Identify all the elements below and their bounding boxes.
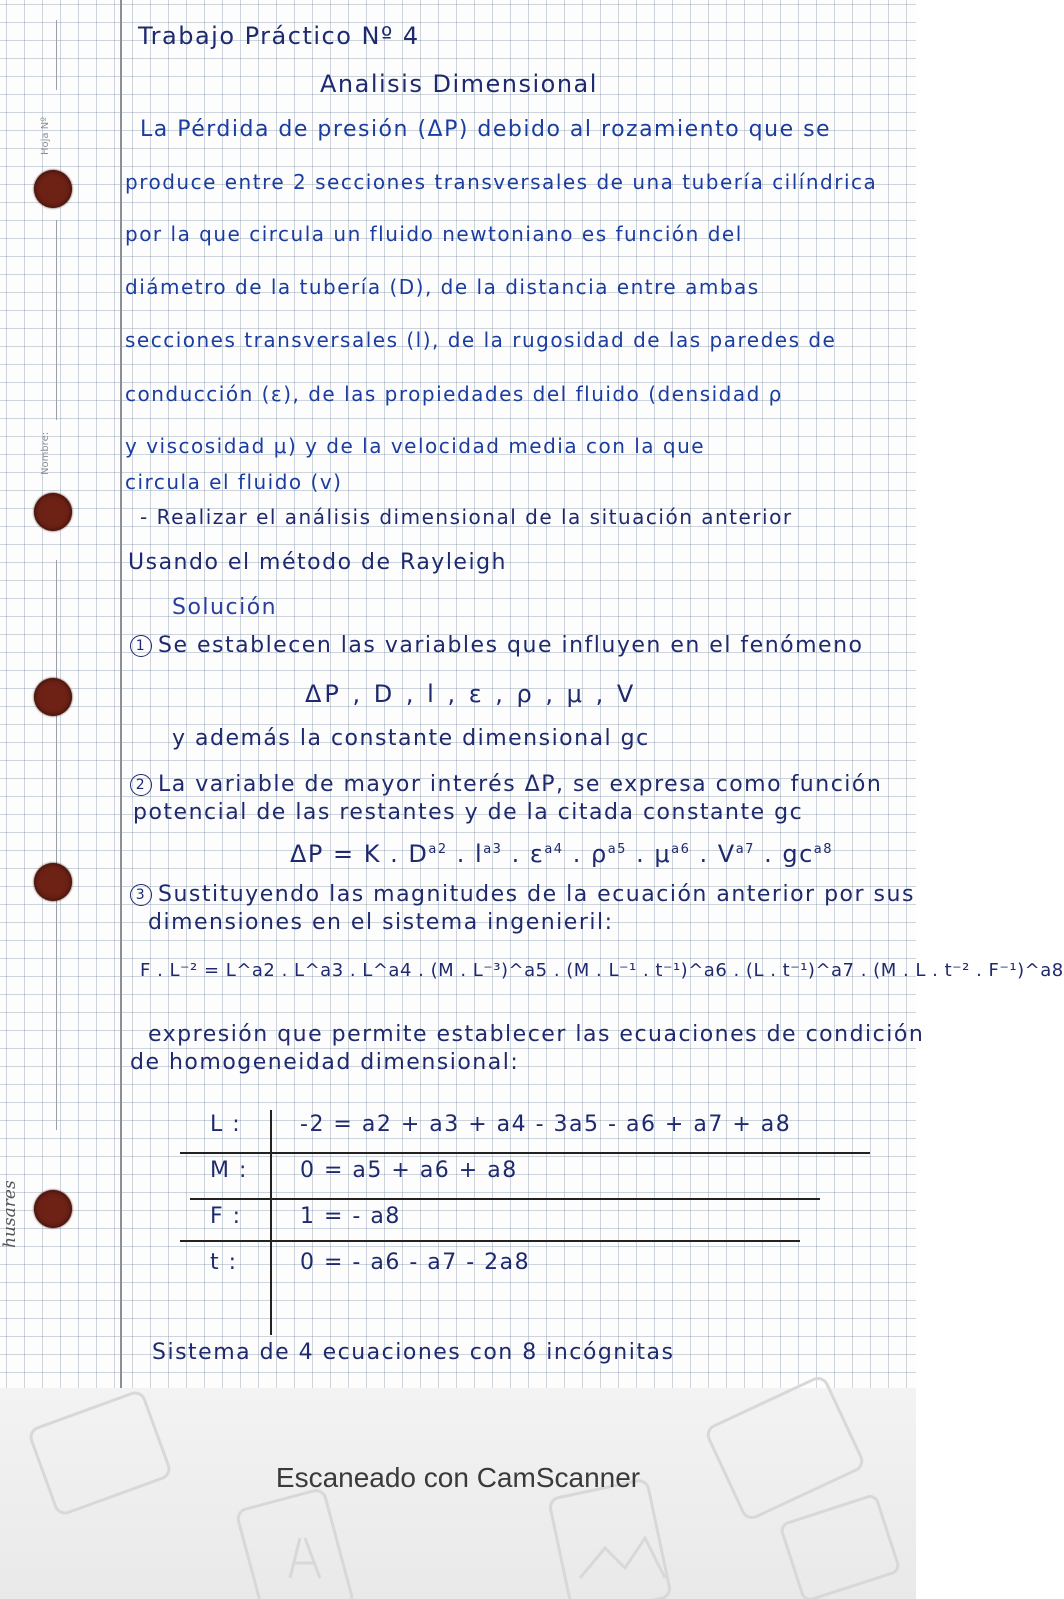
problem-line: secciones transversales (l), de la rugosidad de las paredes de [125,328,837,352]
rayleigh-formula: ΔP = K . $D^{a2}$ . $l^{a3}$ . $\varepsilon^{a4}$ . $\rho^{a5}$ . $\mu^{a6}$ . $V^{a7}$ . $gc^{a8}$ [290,840,834,868]
margin-line [120,0,122,1388]
page-subtitle: Analisis Dimensional [320,70,598,98]
step3-sentence: Sustituyendo las magnitudes de la ecuación anterior por sus [158,882,915,907]
formula-term [530,840,564,868]
table-row-rule [190,1198,820,1200]
table-row-rule [180,1240,800,1242]
problem-line: y viscosidad μ) y de la velocidad media con la que [125,434,706,458]
system-row-variable: M : [210,1158,248,1183]
binder-hole [34,170,72,208]
formula-term-exponent: a3 [483,842,503,857]
hoja-underline [56,20,57,90]
step1-text [130,633,863,658]
conclusion-line: Sistema de 4 ecuaciones con 8 incógnitas [152,1340,675,1365]
nombre-label: Nombre: [40,431,51,475]
formula-term-base: ρ [590,840,608,868]
step1-sentence: Se establecen las variables que influyen en el fenómeno [158,633,864,658]
step3-line [130,882,915,907]
step-number-badge: 1 [130,635,152,657]
task-line: - Realizar el análisis dimensional de la situación anterior [140,505,793,529]
variables-list: ΔP , D , l , ε , ρ , μ , V [305,680,637,708]
problem-line: La Pérdida de presión (ΔP) debido al rozamiento que se [140,117,832,142]
formula-lhs: ΔP = K . [290,840,400,868]
step3-line: dimensiones en el sistema ingenieril: [148,910,614,935]
formula-term-exponent: a5 [607,842,627,857]
problem-line: diámetro de la tubería (D), de la distancia entre ambas [125,275,760,299]
task-line: Usando el método de Rayleigh [128,550,507,575]
formula-term [408,840,447,868]
dimensional-constant-line: y además la constante dimensional gc [172,726,650,751]
step2-line [130,772,882,797]
equation-system-table [180,1110,880,1335]
dimensional-equation: F . L⁻² = L^a2 . L^a3 . L^a4 . (M . L⁻³)^a5 . (M . L⁻¹ . t⁻¹)^a6 . (L . t⁻¹)^a7 . (M . L . t⁻² . F⁻¹)^a8 [140,960,1064,981]
formula-term [475,840,502,868]
formula-term [654,840,690,868]
homogeneity-line: de homogeneidad dimensional: [130,1050,520,1075]
formula-term [718,840,755,868]
binder-hole [34,678,72,716]
homogeneity-line: expresión que permite establecer las ecuaciones de condición [148,1022,925,1047]
step2-sentence: La variable de mayor interés ΔP, se expresa como función [158,772,883,797]
table-row-rule [180,1152,870,1154]
notebook-brand: husares [0,1180,20,1248]
problem-line: por la que circula un fluido newtoniano es función del [125,222,743,246]
problem-line: produce entre 2 secciones transversales de una tubería cilíndrica [125,170,878,194]
formula-term-base: l [475,840,484,868]
system-row-equation: 0 = a5 + a6 + a8 [300,1158,518,1183]
nombre-underline [56,220,57,420]
problem-line: circula el fluido (v) [125,470,343,494]
formula-term-exponent: a6 [671,842,691,857]
system-row-variable: L : [210,1112,242,1137]
table-vertical-rule [270,1110,272,1335]
step-number-badge: 3 [130,884,152,906]
system-row-equation: 0 = - a6 - a7 - 2a8 [300,1250,531,1275]
formula-term-exponent: a2 [428,842,448,857]
hoja-label: Hoja Nº [40,117,51,155]
formula-term-exponent: a8 [813,842,834,857]
binder-hole [34,863,72,901]
problem-line: conducción (ε), de las propiedades del fluido (densidad ρ [125,382,783,406]
formula-term-base: gc [782,840,814,868]
formula-term-exponent: a7 [735,842,755,857]
system-row-variable: F : [210,1204,242,1229]
scanner-footer [0,1388,916,1599]
page-title: Trabajo Práctico Nº 4 [138,22,420,50]
formula-term [591,840,627,868]
formula-term-base: ε [529,840,545,868]
side-line [56,560,57,1130]
camscanner-label: Escaneado con CamScanner [275,1462,641,1493]
formula-term [782,840,833,868]
step-number-badge: 2 [130,774,152,796]
system-row-variable: t : [210,1250,238,1275]
formula-term-base: μ [654,840,672,868]
binder-hole [34,493,72,531]
binder-hole [34,1190,72,1228]
system-row-equation: 1 = - a8 [300,1204,401,1229]
formula-term-base: D [408,840,429,868]
formula-term-base: V [717,840,736,868]
system-row-equation: -2 = a2 + a3 + a4 - 3a5 - a6 + a7 + a8 [300,1112,792,1137]
formula-term-exponent: a4 [544,842,564,857]
step2-line: potencial de las restantes y de la citada constante gc [133,800,804,825]
solution-label: Solución [172,595,278,620]
